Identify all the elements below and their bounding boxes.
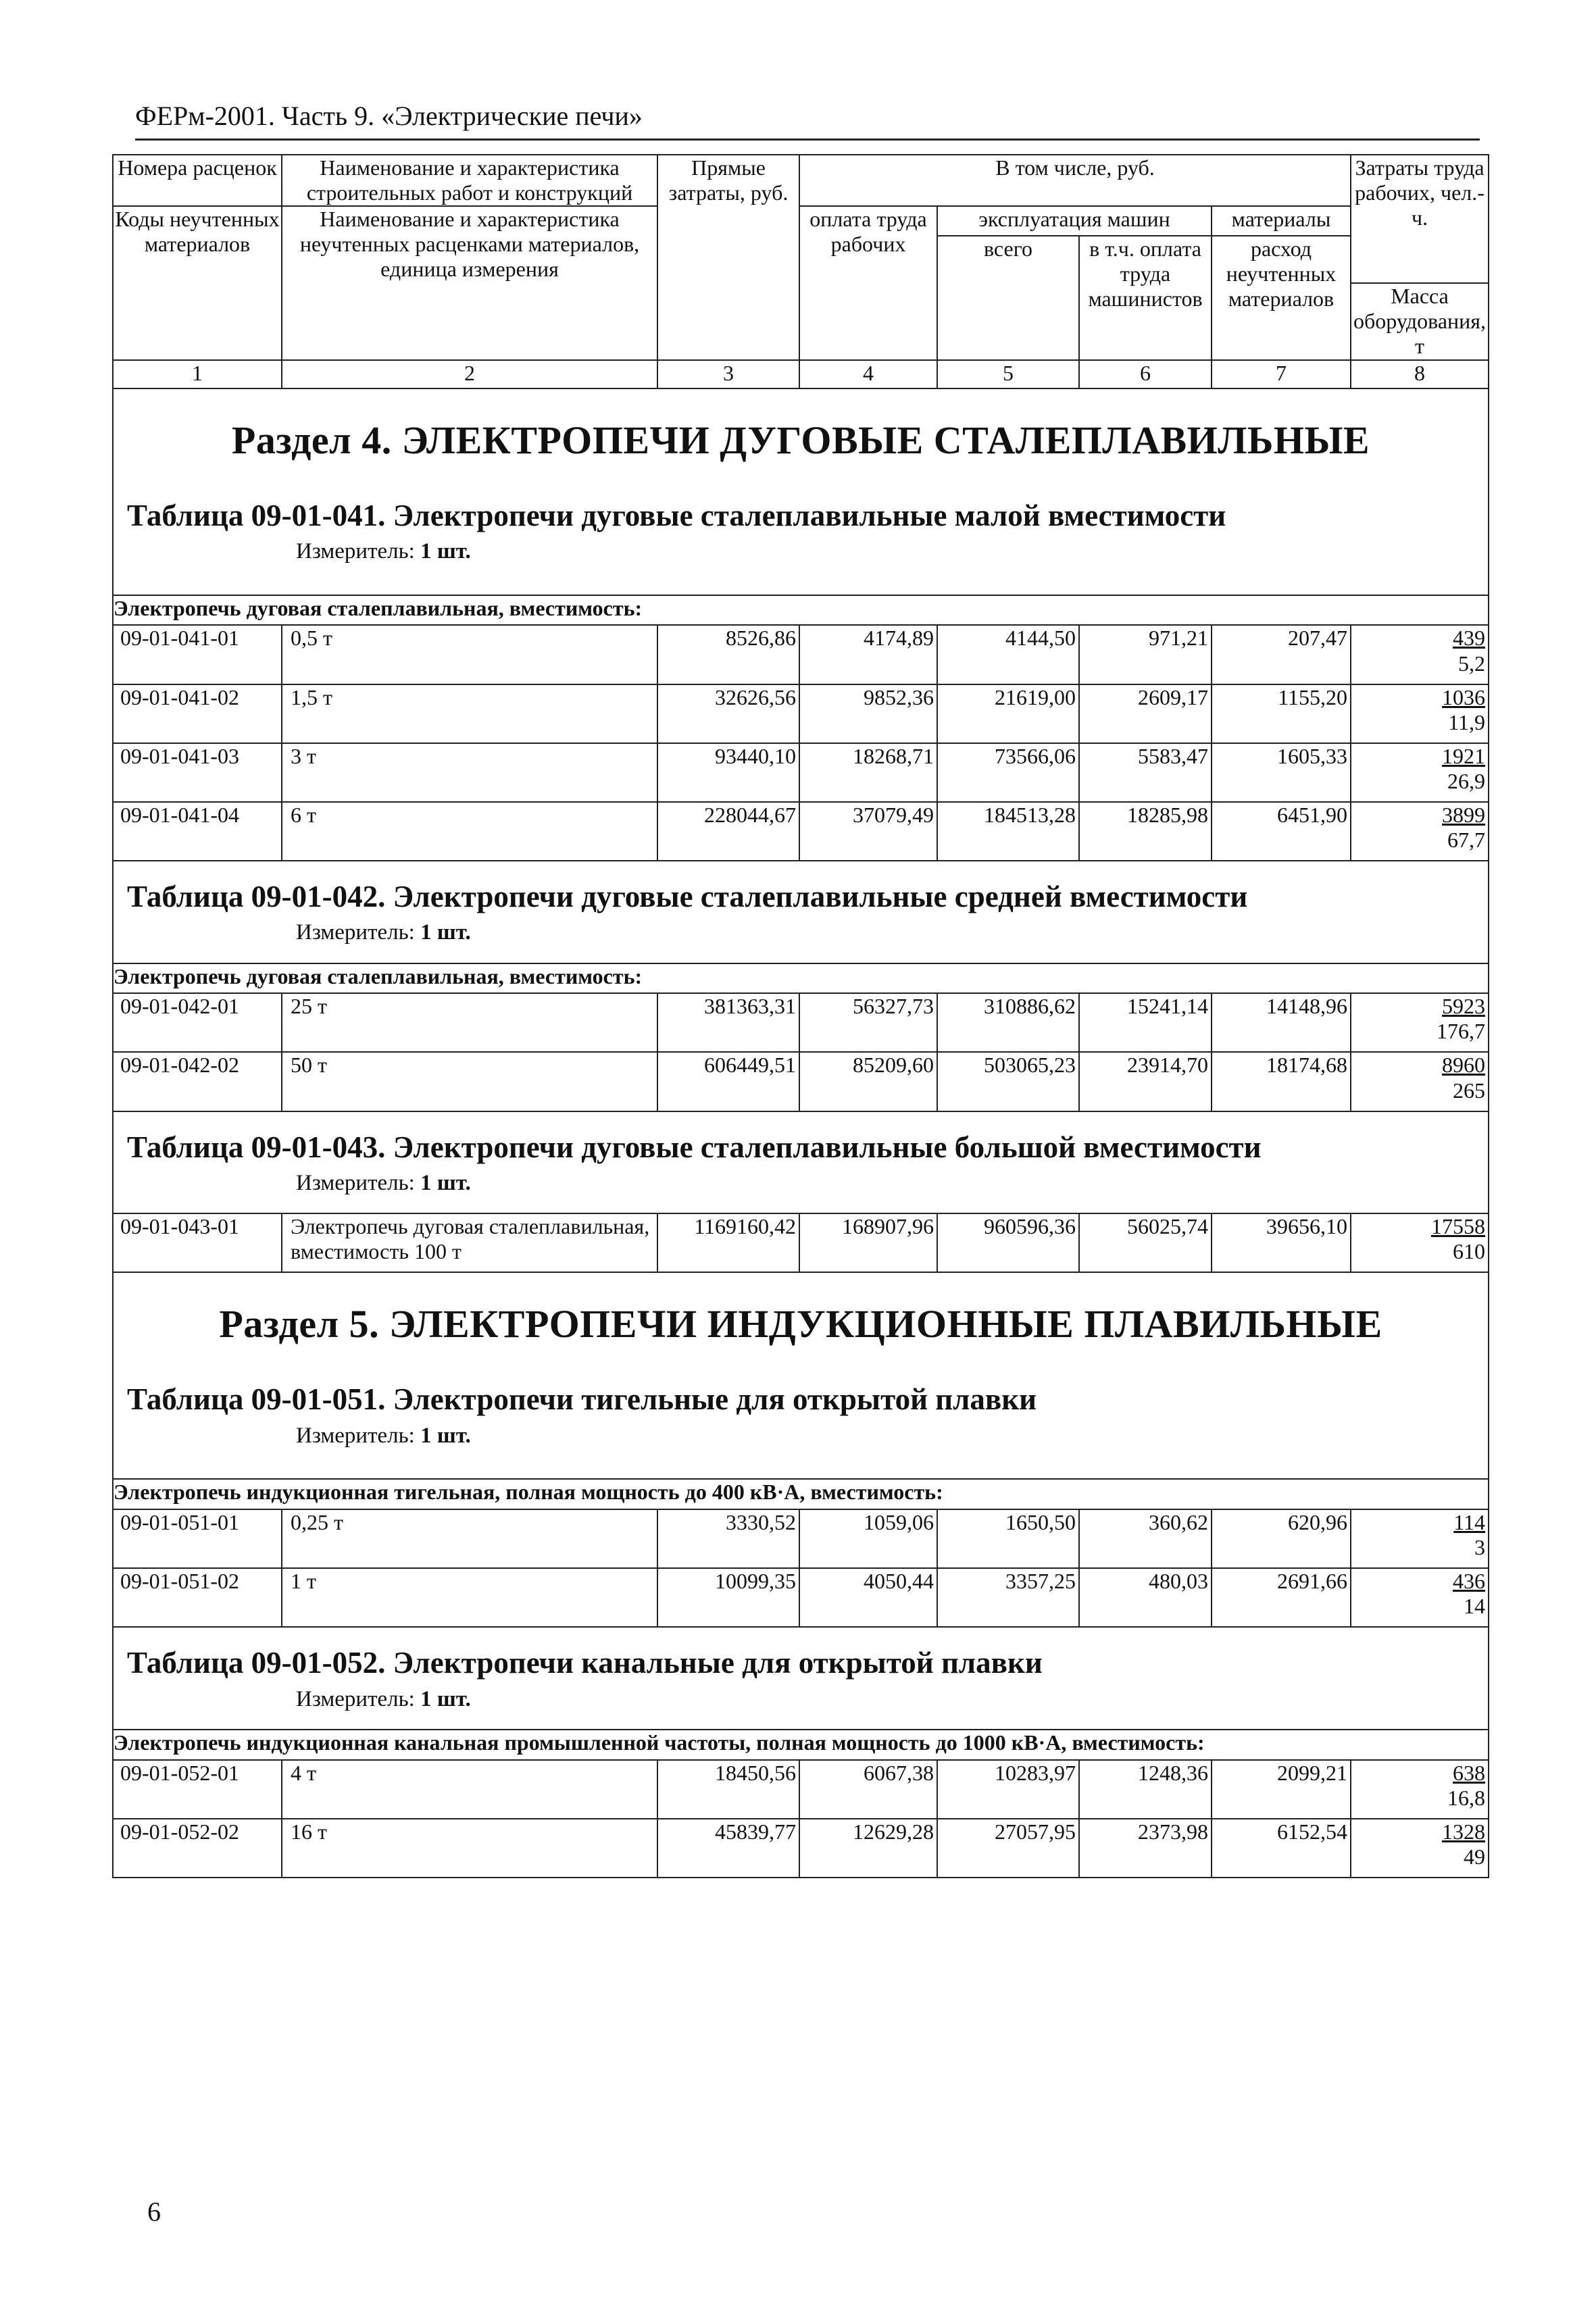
cost-c6: 56025,74: [1079, 1213, 1212, 1272]
cost-c6: 5583,47: [1079, 743, 1212, 802]
labor-value: 638: [1453, 1760, 1486, 1785]
item-name: 4 т: [282, 1760, 657, 1819]
cost-c6: 971,21: [1079, 625, 1212, 684]
col6-header: в т.ч. оплата труда машинистов: [1079, 236, 1212, 359]
cost-c4: 4174,89: [799, 625, 937, 684]
mass-value: 14: [1464, 1594, 1486, 1619]
rate-code: 09-01-043-01: [113, 1213, 282, 1272]
labor-value: 17558: [1431, 1214, 1486, 1239]
labor-value: 8960: [1442, 1053, 1486, 1078]
rates-table: [112, 154, 1489, 1878]
running-header: ФЕРм-2001. Часть 9. «Электрические печи»: [135, 100, 1480, 141]
cost-c7: 207,47: [1212, 625, 1351, 684]
cost-c7: 1155,20: [1212, 684, 1351, 743]
table-row: [113, 743, 1489, 802]
cost-c3: 18450,56: [657, 1760, 799, 1819]
page-number: 6: [147, 2196, 161, 2227]
table-title: Таблица 09-01-041. Электропечи дуговые сталеплавильные малой вместимости: [127, 498, 1226, 532]
col4-header: оплата труда рабочих: [799, 206, 937, 359]
materials-header: материалы: [1212, 206, 1351, 236]
rate-code: 09-01-042-01: [113, 993, 282, 1052]
rate-code: 09-01-051-01: [113, 1509, 282, 1568]
cost-c7: 39656,10: [1212, 1213, 1351, 1272]
cost-c3: 3330,52: [657, 1509, 799, 1568]
cost-c3: 1169160,42: [657, 1213, 799, 1272]
mass-value: 5,2: [1458, 651, 1486, 676]
item-name: 1,5 т: [282, 684, 657, 743]
table-row: [113, 1509, 1489, 1568]
cost-c3: 93440,10: [657, 743, 799, 802]
col7-header: расход неучтенных материалов: [1212, 236, 1351, 359]
mass-value: 3: [1474, 1535, 1486, 1560]
col1-header-bottom: Коды неучтенных материалов: [113, 206, 282, 359]
rate-code: 09-01-052-02: [113, 1819, 282, 1878]
cost-c5: 10283,97: [937, 1760, 1079, 1819]
cost-c7: 6451,90: [1212, 802, 1351, 861]
cost-c6: 1248,36: [1079, 1760, 1212, 1819]
subhead: Электропечь дуговая сталеплавильная, вместимость:: [113, 595, 1489, 626]
meter-line: Измеритель: 1 шт.: [296, 1170, 471, 1195]
mass-value: 265: [1453, 1078, 1486, 1103]
cost-c5: 4144,50: [937, 625, 1079, 684]
col5-header: всего: [937, 236, 1079, 359]
meter-line: Измеритель: 1 шт.: [296, 920, 471, 945]
mass-value: 610: [1453, 1239, 1486, 1264]
item-name: 3 т: [282, 743, 657, 802]
col-number: 3: [657, 360, 799, 388]
col2-header-bottom: Наименование и характеристика неучтенных расценками материалов, единица измерения: [282, 206, 657, 359]
table-row: [113, 1213, 1489, 1272]
col1-header-top: Номера расценок: [113, 155, 282, 206]
labor-value: 3899: [1442, 802, 1486, 827]
meter-line: Измеритель: 1 шт.: [296, 1686, 471, 1711]
cost-c3: 10099,35: [657, 1568, 799, 1627]
cost-c6: 360,62: [1079, 1509, 1212, 1568]
cost-c3: 8526,86: [657, 625, 799, 684]
cost-c4: 1059,06: [799, 1509, 937, 1568]
rate-code: 09-01-041-02: [113, 684, 282, 743]
item-name: 6 т: [282, 802, 657, 861]
col-number: 8: [1351, 360, 1489, 388]
meter-line: Измеритель: 1 шт.: [296, 1423, 471, 1448]
col-number: 2: [282, 360, 657, 388]
cost-c4: 6067,38: [799, 1760, 937, 1819]
table-row: [113, 1568, 1489, 1627]
table-row: [113, 1052, 1489, 1111]
cost-c6: 480,03: [1079, 1568, 1212, 1627]
table-title: Таблица 09-01-042. Электропечи дуговые сталеплавильные средней вместимости: [127, 880, 1248, 914]
cost-c5: 1650,50: [937, 1509, 1079, 1568]
cost-c4: 85209,60: [799, 1052, 937, 1111]
col-number: 5: [937, 360, 1079, 388]
cost-c3: 45839,77: [657, 1819, 799, 1878]
col2-header-top: Наименование и характеристика строительных работ и конструкций: [282, 155, 657, 206]
col-number: 6: [1079, 360, 1212, 388]
meter-line: Измеритель: 1 шт.: [296, 539, 471, 563]
in-total-header: В том числе, руб.: [799, 155, 1351, 206]
cost-c4: 37079,49: [799, 802, 937, 861]
cost-c5: 73566,06: [937, 743, 1079, 802]
rate-code: 09-01-042-02: [113, 1052, 282, 1111]
table-title: Таблица 09-01-043. Электропечи дуговые сталеплавильные большой вместимости: [127, 1130, 1262, 1164]
table-row: [113, 993, 1489, 1052]
cost-c4: 18268,71: [799, 743, 937, 802]
col8-header-top: Затраты труда рабочих, чел.-ч.: [1351, 155, 1489, 283]
cost-c7: 2691,66: [1212, 1568, 1351, 1627]
cost-c6: 2609,17: [1079, 684, 1212, 743]
labor-value: 439: [1453, 626, 1486, 651]
table-row: [113, 1760, 1489, 1819]
cost-c4: 168907,96: [799, 1213, 937, 1272]
cost-c4: 4050,44: [799, 1568, 937, 1627]
cost-c7: 2099,21: [1212, 1760, 1351, 1819]
col3-header: Прямые затраты, руб.: [657, 155, 799, 360]
mass-value: 49: [1464, 1844, 1486, 1869]
item-name: 0,5 т: [282, 625, 657, 684]
rate-code: 09-01-041-01: [113, 625, 282, 684]
cost-c3: 32626,56: [657, 684, 799, 743]
cost-c3: 381363,31: [657, 993, 799, 1052]
cost-c6: 18285,98: [1079, 802, 1212, 861]
table-title: Таблица 09-01-052. Электропечи канальные для открытой плавки: [127, 1646, 1043, 1680]
section-title: Раздел 4. ЭЛЕКТРОПЕЧИ ДУГОВЫЕ СТАЛЕПЛАВИЛЬНЫЕ: [231, 418, 1370, 462]
labor-value: 1328: [1442, 1819, 1486, 1844]
mass-value: 176,7: [1437, 1019, 1486, 1044]
labor-value: 436: [1453, 1569, 1486, 1594]
col8-header-bottom: Масса оборудования, т: [1351, 283, 1489, 359]
labor-value: 5923: [1442, 994, 1486, 1019]
cost-c7: 620,96: [1212, 1509, 1351, 1568]
subhead: Электропечь индукционная канальная промышленной частоты, полная мощность до 1000 кВ·А, вместимость:: [113, 1730, 1489, 1760]
table-row: [113, 802, 1489, 861]
cost-c3: 228044,67: [657, 802, 799, 861]
section-title: Раздел 5. ЭЛЕКТРОПЕЧИ ИНДУКЦИОННЫЕ ПЛАВИЛЬНЫЕ: [219, 1302, 1382, 1347]
subhead: Электропечь индукционная тигельная, полная мощность до 400 кВ·А, вместимость:: [113, 1479, 1489, 1509]
item-name: 1 т: [282, 1568, 657, 1627]
labor-value: 1036: [1442, 684, 1486, 709]
cost-c7: 1605,33: [1212, 743, 1351, 802]
labor-value: 1921: [1442, 743, 1486, 768]
rate-code: 09-01-041-04: [113, 802, 282, 861]
cost-c5: 3357,25: [937, 1568, 1079, 1627]
cost-c5: 184513,28: [937, 802, 1079, 861]
col-number: 1: [113, 360, 282, 388]
item-name: 50 т: [282, 1052, 657, 1111]
cost-c5: 503065,23: [937, 1052, 1079, 1111]
cost-c7: 18174,68: [1212, 1052, 1351, 1111]
cost-c6: 2373,98: [1079, 1819, 1212, 1878]
item-name: 16 т: [282, 1819, 657, 1878]
col-number: 7: [1212, 360, 1351, 388]
item-name: Электропечь дуговая сталеплавильная, вместимость 100 т: [282, 1213, 657, 1272]
subhead: Электропечь дуговая сталеплавильная, вместимость:: [113, 963, 1489, 994]
mass-value: 67,7: [1447, 828, 1486, 852]
cost-c6: 15241,14: [1079, 993, 1212, 1052]
cost-c7: 14148,96: [1212, 993, 1351, 1052]
table-title: Таблица 09-01-051. Электропечи тигельные для открытой плавки: [127, 1382, 1037, 1417]
table-row: [113, 684, 1489, 743]
rate-code: 09-01-041-03: [113, 743, 282, 802]
cost-c3: 606449,51: [657, 1052, 799, 1111]
labor-value: 114: [1453, 1510, 1486, 1535]
table-row: [113, 1819, 1489, 1878]
mass-value: 26,9: [1447, 768, 1486, 793]
cost-c4: 12629,28: [799, 1819, 937, 1878]
cost-c5: 21619,00: [937, 684, 1079, 743]
cost-c4: 56327,73: [799, 993, 937, 1052]
cost-c7: 6152,54: [1212, 1819, 1351, 1878]
item-name: 25 т: [282, 993, 657, 1052]
rate-code: 09-01-051-02: [113, 1568, 282, 1627]
machines-header: эксплуатация машин: [937, 206, 1212, 236]
rate-code: 09-01-052-01: [113, 1760, 282, 1819]
cost-c4: 9852,36: [799, 684, 937, 743]
col-number: 4: [799, 360, 937, 388]
cost-c5: 310886,62: [937, 993, 1079, 1052]
mass-value: 16,8: [1447, 1785, 1486, 1810]
mass-value: 11,9: [1448, 709, 1486, 734]
cost-c5: 27057,95: [937, 1819, 1079, 1878]
cost-c5: 960596,36: [937, 1213, 1079, 1272]
table-row: [113, 625, 1489, 684]
cost-c6: 23914,70: [1079, 1052, 1212, 1111]
item-name: 0,25 т: [282, 1509, 657, 1568]
